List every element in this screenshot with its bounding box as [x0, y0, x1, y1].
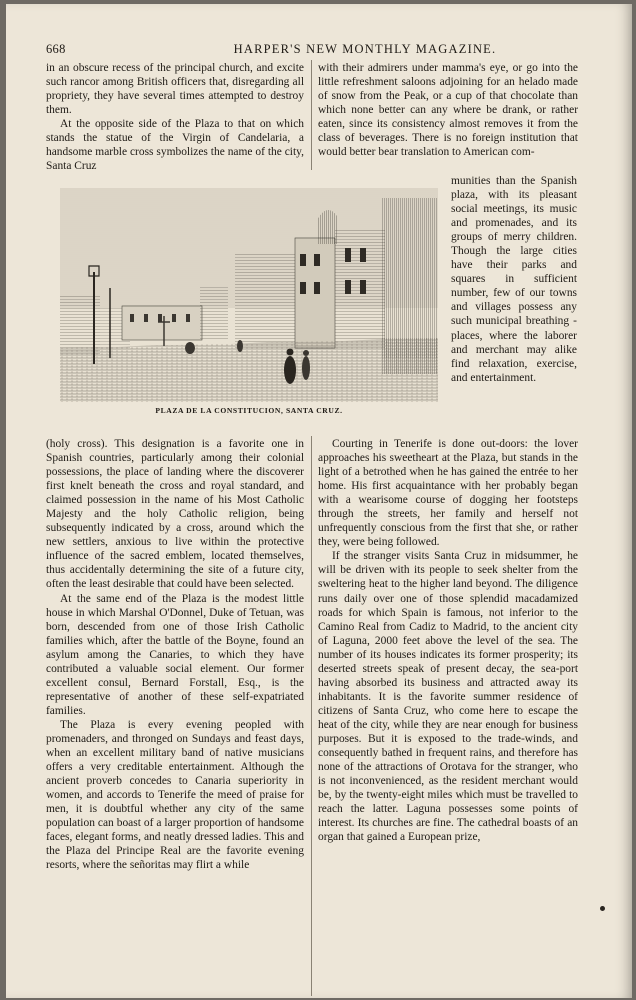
left-column-bottom: [46, 437, 304, 872]
right-column-bottom: [318, 437, 578, 844]
column-rule-top: [311, 60, 312, 170]
paragraph: munities than the Spanish plaza, with its pleasant social meetings, its music and promenades, and its groups of merry children. Though the large cities have their parks and squares in sufficient number, few of our towns and villages possess any such municipal breathing - places, where the laborer and merchant may alike find relaxation, exercise, and entertainment.: [451, 175, 577, 384]
plaza-engraving: [60, 188, 438, 402]
magazine-page: [6, 4, 632, 998]
paragraph: If the stranger visits Santa Cruz in midsummer, he will be driven with its people to seek shelter from the sweltering heat to the higher land beyond. The diligence runs daily over one of those splendid macadamized roads for which Spain is famous, not inferior to the Camino Real from Cadiz to Madrid, to the ancient city of Laguna, 2000 feet above the level of the sea. The number of its houses indicates its former prosperity; its deserted streets speak of present decay, the sea-port having absorbed its business and attracted away its inhabitants. It is the favorite summer residence of citizens of Santa Cruz, who come here to escape the heat of the city, while they are near enough for business purposes. But it is exposed to the trade-winds, and consequently bathed in frequent rains, and therefore has none of the attractions of Orotava for the stranger, who is not inconvenienced, as the resident merchant would be, by the twenty-eight miles which must be travelled to reach the latter. Laguna possesses some points of interest. Its churches are fine. The cathedral boasts of an organ that gained a European prize,: [318, 550, 578, 844]
column-rule-bottom: [311, 436, 312, 996]
paragraph: At the same end of the Plaza is the modest little house in which Marshal O'Donnel, Duke of Tetuan, was born, descended from one of those Irish Catholic families which, after the battle of the Boyne, found an asylum among the Canaries, to which they have contributed a valuable social element. Our former excellent consul, Bernard Forstall, Esq., is the representative of another of these self-expatriated families.: [46, 592, 304, 717]
paragraph: in an obscure recess of the principal church, and excite such rancor among British officers that, disregarding all propriety, they have several times attempted to destroy them.: [46, 62, 304, 117]
figure-caption: PLAZA DE LA CONSTITUCION, SANTA CRUZ.: [155, 406, 343, 415]
engraving-illustration: [60, 188, 438, 402]
left-column-top: [46, 61, 304, 173]
right-column-wrap: [451, 174, 577, 385]
paragraph: (holy cross). This designation is a favorite one in Spanish countries, particularly among their colonial possessions, the place of landing where the discoverer first knelt beneath the cross and royal standard, and claimed possession in the name of his Most Catholic Majesty and the holy Catholic religion, being subsequently indicated by a cross, around which the new settlers, anxious to live within the protective influence of the sacred emblem, located themselves, thus accidentally determining the site of a future city, often the least desirable that could have been selected.: [46, 438, 304, 591]
page-header: [46, 42, 614, 58]
margin-mark: [600, 906, 605, 911]
paragraph: At the opposite side of the Plaza to that on which stands the statue of the Virgin of Candelaria, a handsome marble cross symbolizes the name of the city, Santa Cruz: [46, 118, 304, 173]
paragraph: with their admirers under mamma's eye, or go into the little refreshment saloons adjoining for an helado made of snow from the Peak, or a cup of that chocolate than which none better can any where be drank, or rather eaten, since its consistency almost removes it from the class of beverages. There is no foreign institution that would better bear translation to American com-: [318, 62, 578, 159]
right-column-top: [318, 61, 578, 159]
paragraph: The Plaza is every evening peopled with promenaders, and thronged on Sundays and feast days, when an excellent military band of native musicians offers a very creditable entertainment. Although the ancient proverb concedes to Canaria superiority in women, and accords to Tenerife the meed of praise for men, it is doubtful whether any city of the same population can boast of a larger proportion of handsome faces, elegant forms, and neatly dressed ladies. This and the Plaza del Principe Real are the favorite evening resorts, where the señoritas may flirt a while: [46, 718, 304, 872]
page-number: 668: [46, 42, 66, 56]
running-title: HARPER'S NEW MONTHLY MAGAZINE.: [233, 42, 497, 56]
paragraph: Courting in Tenerife is done out-doors: the lover approaches his sweetheart at the Plaza, but stands in the light of a betrothed when he has gained the entrée to her home. His first acquaintance with her probably began with a wearisome course of dogging her footsteps through the streets, her family and herself not unfrequently conscious from the first that she, or rather they, were being followed.: [318, 438, 578, 549]
